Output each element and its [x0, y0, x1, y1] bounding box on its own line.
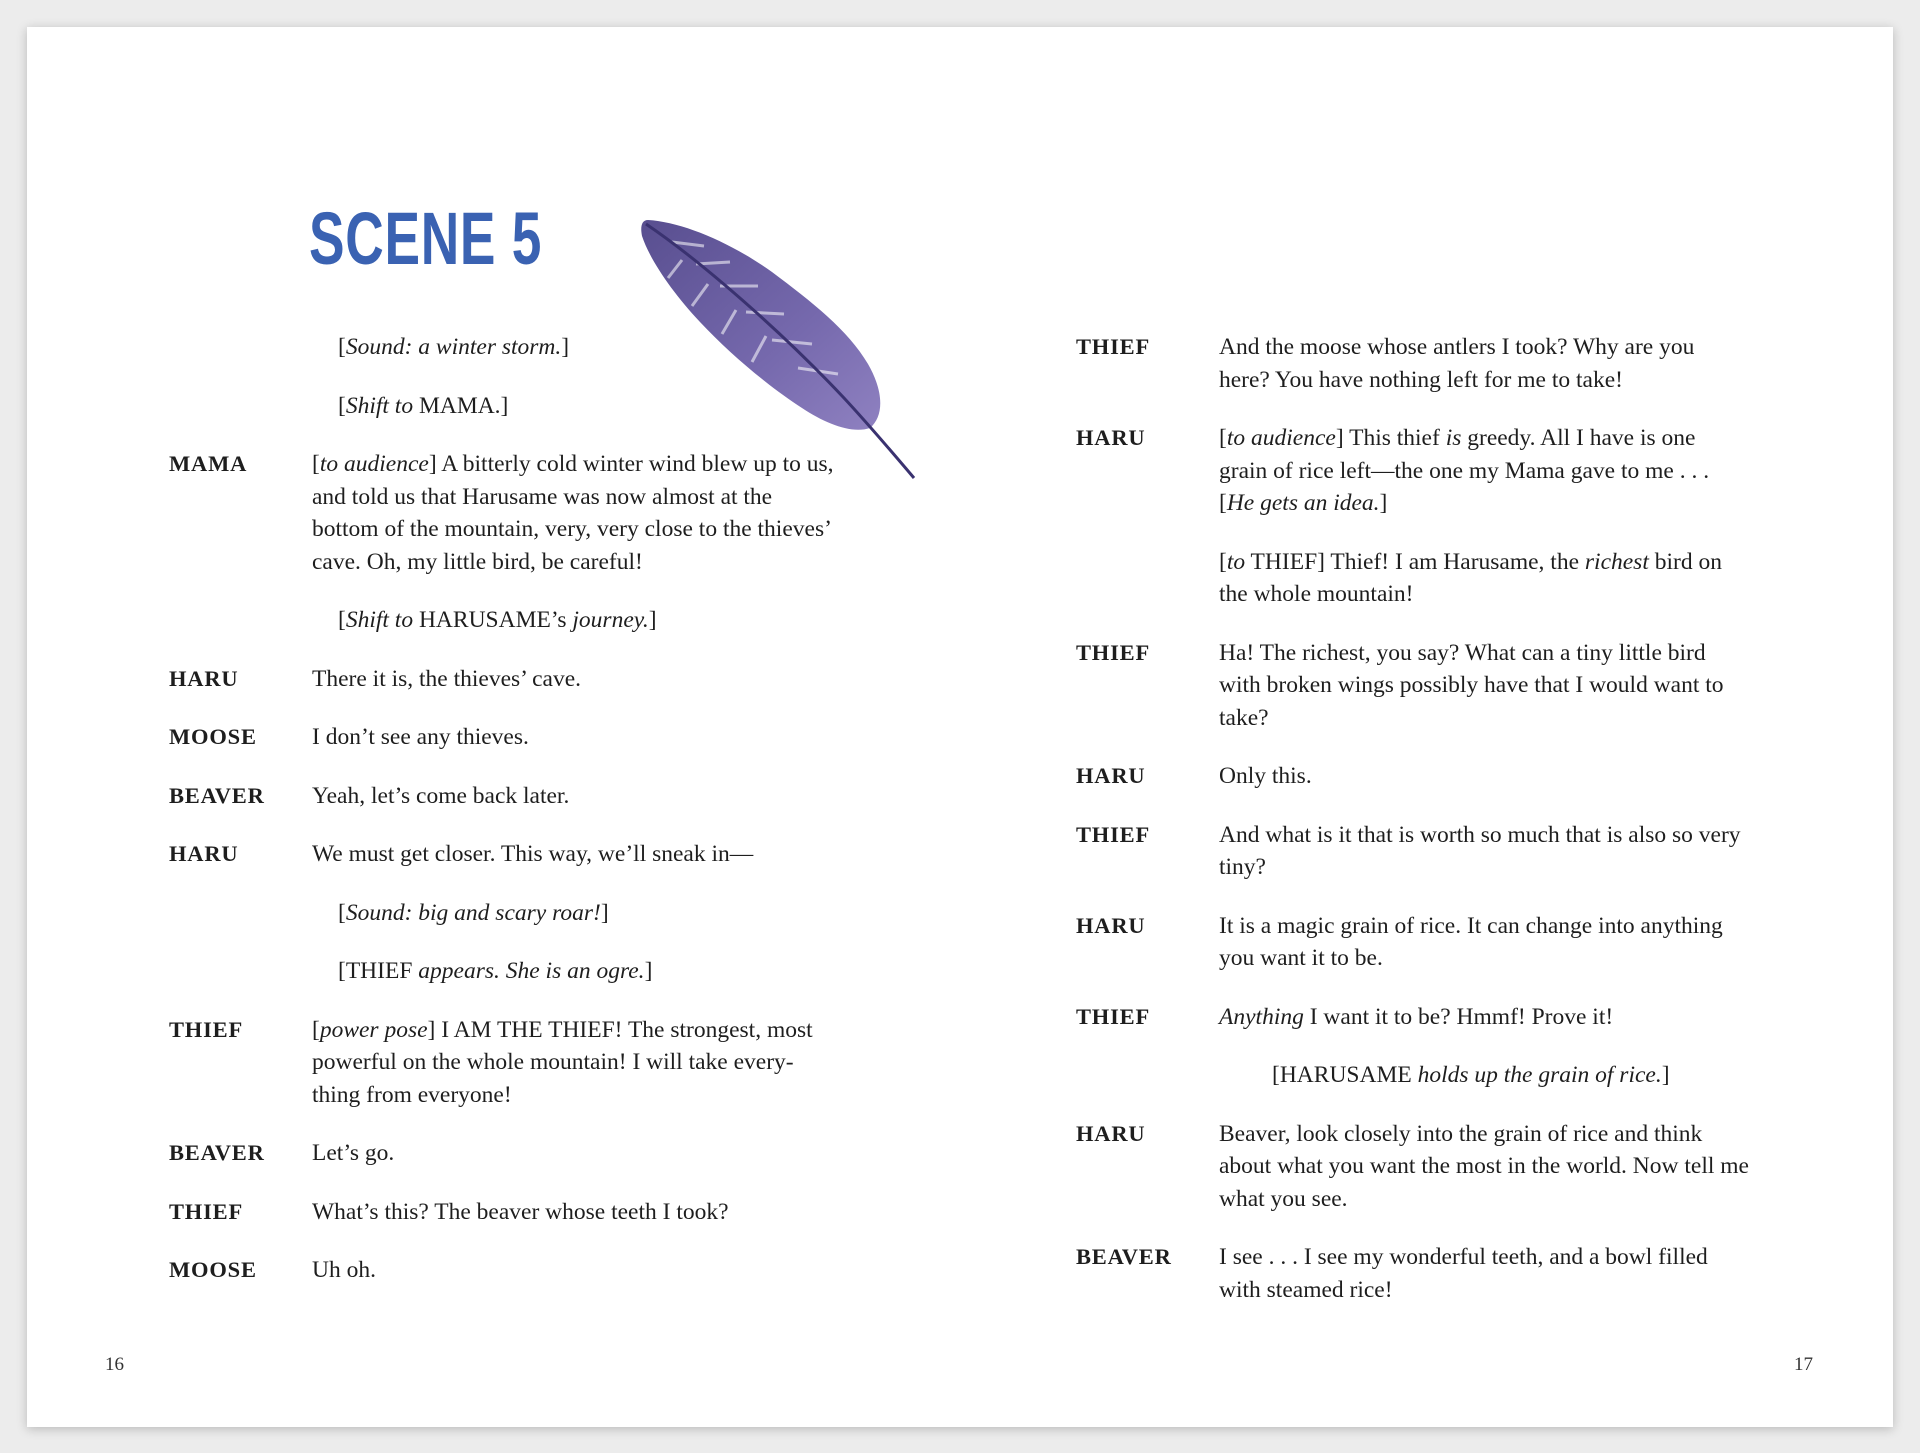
stage-direction: [Shift to MAMA.]: [338, 392, 509, 419]
right-script: [1076, 331, 1796, 1332]
dialogue-line: [169, 1137, 889, 1170]
speech-text: Only this.: [1219, 763, 1312, 789]
speaker-name: THIEF: [1076, 639, 1151, 665]
dialogue-line: [169, 838, 889, 871]
speaker-name: THIEF: [1076, 821, 1151, 847]
speaker-name: HARU: [1076, 763, 1146, 788]
stage-direction: [HARUSAME holds up the grain of rice.]: [1272, 1062, 1670, 1088]
stage-direction: [Sound: a winter storm.]: [338, 334, 570, 360]
speaker-name: THIEF: [1076, 334, 1151, 359]
left-script: [169, 331, 889, 1313]
speaker-name: THIEF: [169, 1198, 244, 1224]
page-number-left: 16: [105, 1354, 124, 1375]
speech-text: [power pose] I AM THE THIEF! The strongest, most powerful on the whole mountain! I will take every- thing from everyone!: [312, 1016, 813, 1108]
speaker-name: MOOSE: [169, 1257, 257, 1282]
speaker-name: THIEF: [169, 1016, 244, 1042]
book-spread: [27, 27, 1893, 1427]
dialogue-line: [1076, 1241, 1796, 1306]
right-page: [960, 27, 1893, 1427]
speaker-name: HARU: [1076, 1120, 1146, 1146]
dialogue-line: [169, 448, 889, 578]
dialogue-line: [1076, 760, 1796, 793]
scene-title: SCENE 5: [309, 197, 543, 280]
dialogue-line: [1076, 637, 1796, 735]
speaker-name: MOOSE: [169, 724, 257, 749]
speaker-name: HARU: [1076, 912, 1146, 938]
speaker-name: HARU: [169, 841, 239, 866]
left-page: [27, 27, 960, 1427]
dialogue-line: [1076, 1118, 1796, 1216]
dialogue-line: [1076, 819, 1796, 884]
speech-text: We must get closer. This way, we’ll sneak in—: [312, 841, 754, 867]
speech-text: Ha! The richest, you say? What can a tiny little bird with broken wings possibly have that I would want to take?: [1219, 639, 1724, 731]
dialogue-line: [169, 663, 889, 696]
speech-text: Let’s go.: [312, 1140, 395, 1166]
stage-direction: [Sound: big and scary roar!]: [338, 899, 609, 926]
speech-text: It is a magic grain of rice. It can change into anything you want it to be.: [1219, 912, 1723, 971]
speech-text: Anything I want it to be? Hmmf! Prove it!: [1219, 1003, 1614, 1030]
speaker-name: HARU: [169, 665, 239, 691]
dialogue-line: [169, 780, 889, 813]
speaker-name: BEAVER: [169, 1140, 265, 1165]
dialogue-line: [169, 721, 889, 754]
dialogue-line: [1076, 910, 1796, 975]
speech-text: And the moose whose antlers I took? Why are you here? You have nothing left for me to take!: [1219, 334, 1695, 393]
speech-text: I don’t see any thieves.: [312, 724, 529, 750]
dialogue-line: [169, 1014, 889, 1112]
speech-text: [to audience] A bitterly cold winter wind blew up to us, and told us that Harusame was now almost at the bottom of the mountain, very, very close to the thieves’ cave. Oh, my little bird, be careful!: [312, 451, 834, 575]
speech-text: And what is it that is worth so much that is also so very tiny?: [1219, 821, 1741, 880]
dialogue-line: [1076, 1001, 1796, 1034]
speech-text: Uh oh.: [312, 1257, 376, 1283]
speech-text: Beaver, look closely into the grain of rice and think about what you want the most in the world. Now tell me what you see.: [1219, 1120, 1749, 1212]
dialogue-line: [1076, 422, 1796, 611]
dialogue-line: [169, 1196, 889, 1229]
speaker-name: BEAVER: [169, 782, 265, 808]
page-number-right: 17: [1794, 1354, 1813, 1375]
dialogue-line: [1076, 331, 1796, 396]
speech-text: I see . . . I see my wonderful teeth, and a bowl filled with steamed rice!: [1219, 1244, 1708, 1303]
speaker-name: BEAVER: [1076, 1244, 1172, 1269]
speaker-name: THIEF: [1076, 1003, 1151, 1029]
speaker-name: HARU: [1076, 425, 1146, 450]
speech-text: Yeah, let’s come back later.: [312, 782, 570, 809]
speech-text: There it is, the thieves’ cave.: [312, 665, 582, 692]
speech-text: [to audience] This thief is greedy. All I have is one grain of rice left—the one my Mama gave to me . . . [He gets an idea.] [to THIEF] Thief! I am Harusame, the richest bird on the whole mountain!: [1219, 425, 1722, 607]
dialogue-line: [169, 1254, 889, 1287]
speech-text: What’s this? The beaver whose teeth I took?: [312, 1198, 729, 1225]
stage-direction: [Shift to HARUSAME’s journey.]: [338, 607, 657, 633]
speaker-name: MAMA: [169, 451, 248, 476]
stage-direction: [THIEF appears. She is an ogre.]: [338, 958, 653, 984]
